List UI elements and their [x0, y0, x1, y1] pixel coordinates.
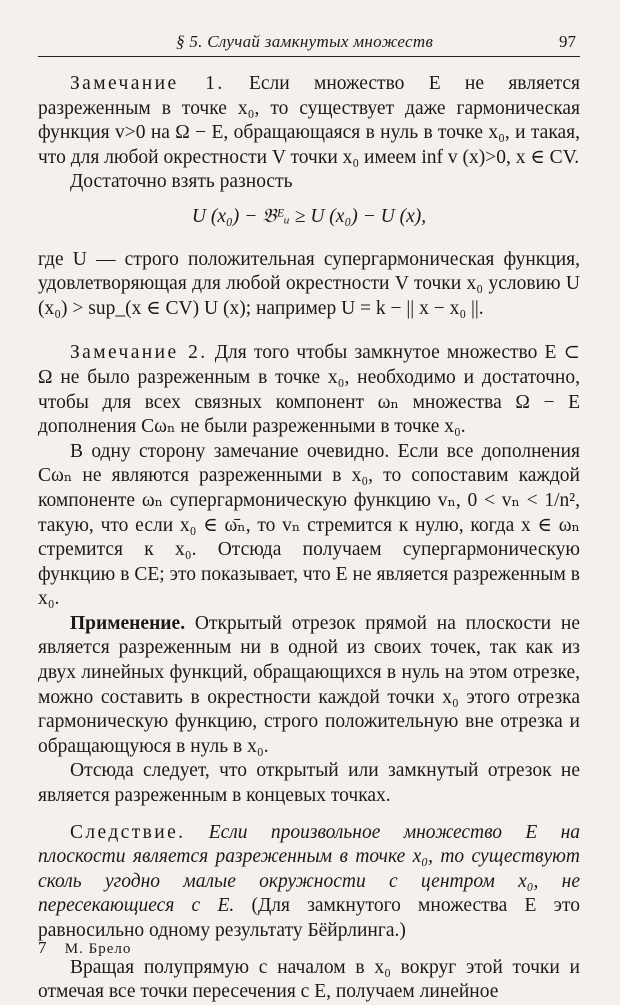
remark-1-text: Если множество E не является разреженным в точке x₀, то существует даже гармоническая функция v>0 на Ω − E, обращающаяся в нуль в точке x₀, и такая, что для любой окрестности V точки x₀ имеем inf v (x)>0, x ∈ CV.	[38, 73, 580, 168]
spacer	[38, 809, 580, 821]
remark-2-text: Для того чтобы замкнутое множество E ⊂ Ω не было разреженным в точке x₀, необходимо и достаточно, чтобы для всех связных компонент ωₙ множества Ω − E дополнения Cωₙ не были разреженными в точке x₀.	[38, 342, 580, 438]
sheet-number: 7	[38, 938, 47, 957]
corollary-statement: Если произвольное множество E на плоскости является разреженным в точке x₀, то существуют сколь угодно малые окружности с центром x₀, не пересекающиеся с E.	[38, 821, 581, 917]
remark-2-label: Замечание 2.	[70, 342, 208, 364]
running-header	[38, 30, 580, 57]
last-paragraph: Вращая полупрямую с началом в x₀ вокруг этой точки и отмечая все точки пересечения с E, получаем линейное	[38, 956, 580, 1003]
sufficient-after: где U — строго положительная супергармоническая функция, удовлетворяющая для любой окрестности V точки x₀ условию U (x₀) > sup_(x ∈ CV) U (x); например U = k − || x − x₀ ||.	[38, 248, 580, 319]
author-signature: М. Брело	[64, 941, 132, 957]
proof-paragraph: В одну сторону замечание очевидно. Если все дополнения Cωₙ не являются разреженными в x₀, то сопоставим каждой компоненте ωₙ супергармоническую функцию vₙ, 0 < vₙ < 1/n², такую, что если x₀ ∈ ω̄ₙ, то vₙ стремится к нулю, когда x ∈ ωₙ стремится к x₀. Отсюда получаем супергармоническую функцию в CE; это показывает, что E не является разреженным в x₀.	[38, 440, 580, 610]
remark-1-label: Замечание 1.	[70, 73, 225, 94]
corollary-note: (Для замкнутого множества E это равносильно одному результату Бёйрлинга.)	[38, 895, 580, 941]
section-title: § 5. Случай замкнутых множеств	[176, 32, 434, 51]
remark-2	[38, 341, 580, 439]
application-text: Открытый отрезок прямой на плоскости не является разреженным ни в одной из своих точек, так как из двух линейных функций, обращающихся в нуль на этом отрезке, можно составить в окрестности каждой точки x₀ этого отрезка гармоническую функцию, строго положительную вне отрезка и обращающуюся в нуль в x₀.	[38, 612, 580, 757]
application-follow: Отсюда следует, что открытый или замкнутый отрезок не является разреженным в концевых точках.	[38, 760, 580, 807]
remark-1	[38, 72, 580, 170]
corollary-label: Следствие.	[70, 821, 186, 843]
application-label: Применение.	[70, 612, 186, 634]
corollary	[38, 821, 580, 944]
page-body	[38, 72, 580, 1005]
formula-1: U (x₀) − 𝔅ᴱᵤ ≥ U (x₀) − U (x),	[191, 205, 427, 227]
application-paragraph	[38, 612, 580, 760]
sufficient-text: Достаточно взять разность	[70, 171, 293, 193]
spacer	[38, 321, 580, 341]
sheet-footer	[38, 938, 131, 958]
page-number: 97	[559, 32, 576, 51]
